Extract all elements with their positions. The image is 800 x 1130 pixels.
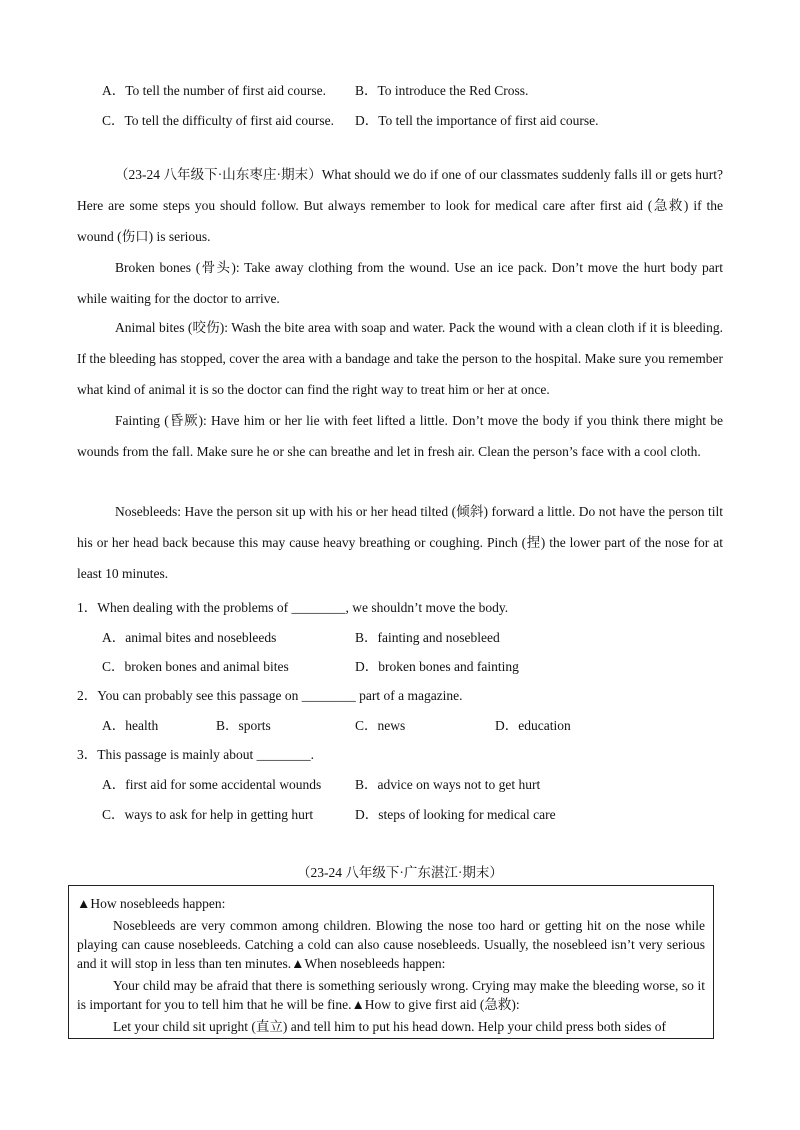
passage2-source: （23-24 八年级下·广东湛江·期末） [297,865,503,880]
passage1-broken-bones: Broken bones (骨头): Take away clothing from the wound. Use an ice pack. Don’t move the hurt body part while waiting for the doctor to arrive. [77,260,723,306]
question-3-option-d[interactable]: D．steps of looking for medical care [355,807,556,822]
prev-option-d: D．To tell the importance of first aid course. [355,113,599,128]
question-2-option-a[interactable]: A．health [102,718,159,733]
question-3-option-b[interactable]: B．advice on ways not to get hurt [355,777,541,792]
passage1-nosebleeds: Nosebleeds: Have the person sit up with his or her head tilted (倾斜) forward a little. Do not have the person tilt his or her head back because this may cause heavy breathing or coughing. Pinch (捏) the lower part of the nose for at least 10 minutes. [77,504,723,581]
question-1-option-c[interactable]: C．broken bones and animal bites [102,659,289,674]
prev-option-a: A．To tell the number of first aid course. [102,83,326,98]
question-1-option-b[interactable]: B．fainting and nosebleed [355,630,500,645]
passage2-paragraph-1: Nosebleeds are very common among children. Blowing the nose too hard or getting hit on the nose while playing can cause nosebleeds. Catching a cold can also cause nosebleeds. Usually, the nosebleed isn’t very serious and it will stop in less than ten minutes.▲When nosebleeds happen: [77,918,705,971]
passage1-animal-bites: Animal bites (咬伤): Wash the bite area with soap and water. Pack the wound with a clean cloth if it is bleeding. If the bleeding has stopped, cover the area with a bandage and take the person to the hospital. Make sure you remember what kind of animal it is so the doctor can find the right way to treat him or her at once. [77,320,723,397]
question-2-option-c[interactable]: C．news [355,718,406,733]
question-1-option-a[interactable]: A．animal bites and nosebleeds [102,630,277,645]
question-1-option-d[interactable]: D．broken bones and fainting [355,659,519,674]
passage2-heading: ▲How nosebleeds happen: [77,896,226,911]
prev-option-c: C．To tell the difficulty of first aid course. [102,113,335,128]
question-3-option-c[interactable]: C．ways to ask for help in getting hurt [102,807,314,822]
question-3-option-a[interactable]: A．first aid for some accidental wounds [102,777,322,792]
passage1-fainting: Fainting (昏厥): Have him or her lie with feet lifted a little. Don’t move the body if you think there might be wounds from the fall. Make sure he or she can breathe and let in fresh air. Clean the person’s face with a cool cloth. [77,413,723,459]
question-1-stem: 1．When dealing with the problems of ________, we shouldn’t move the body. [77,600,509,615]
prev-option-b: B．To introduce the Red Cross. [355,83,529,98]
question-2-option-b[interactable]: B．sports [216,718,271,733]
passage2-paragraph-3: Let your child sit upright (直立) and tell him to put his head down. Help your child press both sides of [113,1019,667,1034]
question-3-stem: 3．This passage is mainly about ________. [77,747,314,762]
question-2-stem: 2．You can probably see this passage on ________ part of a magazine. [77,688,463,703]
passage2-paragraph-2: Your child may be afraid that there is something seriously wrong. Crying may make the bleeding worse, so it is important for you to tell him that he will be fine.▲How to give first aid (急救): [77,978,705,1012]
question-2-option-d[interactable]: D．education [495,718,571,733]
passage1-intro: （23-24 八年级下·山东枣庄·期末）What should we do if one of our classmates suddenly falls ill or gets hurt? Here are some steps you should follow. But always remember to look for medical care after first aid (急救) if the wound (伤口) is serious. [77,167,723,244]
passage2-box [68,885,714,1039]
